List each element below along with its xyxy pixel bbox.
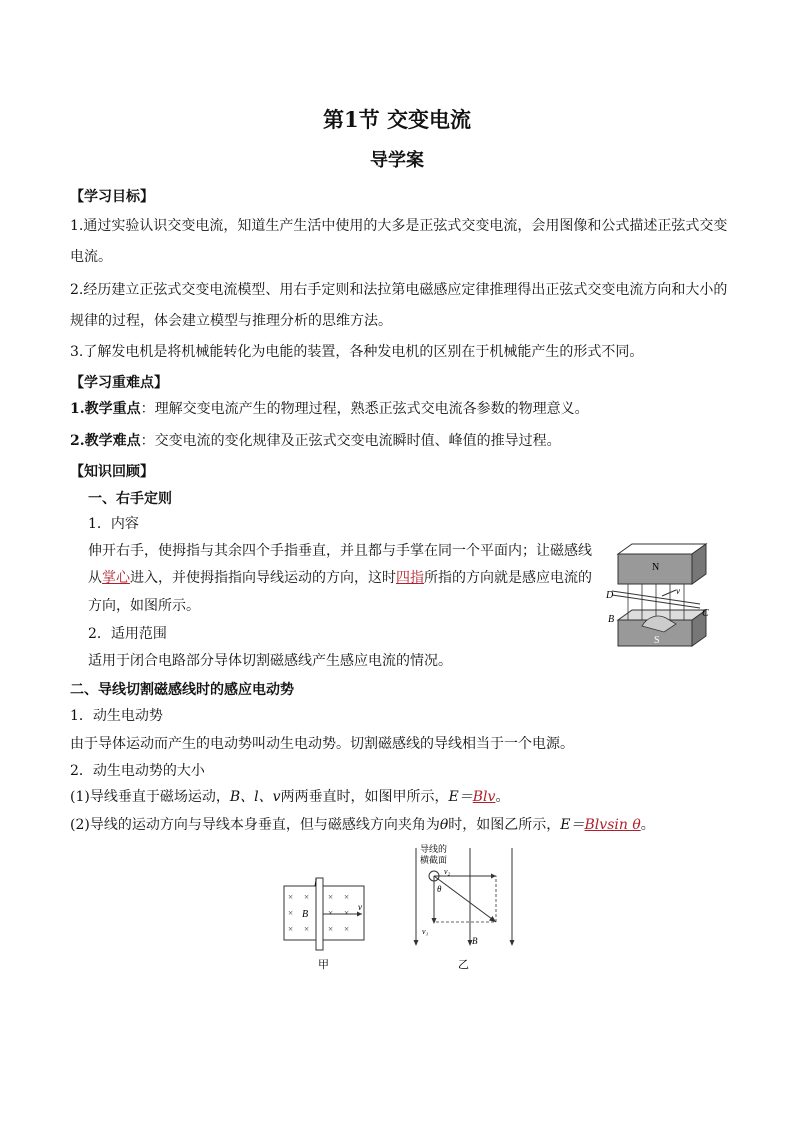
keypoint-2-text: ：交变电流的变化规律及正弦式交变电流瞬时值、峰值的推导过程。 <box>140 433 561 449</box>
emf-line-1-vars: B、l、v <box>229 789 281 805</box>
page-title: 第1节 交变电流 <box>323 107 471 132</box>
rule-heading: 一、右手定则 <box>88 491 172 507</box>
keypoint-2-label: 2.教学难点 <box>70 433 141 449</box>
yi-label-line2: 横截面 <box>420 855 448 865</box>
jia-cross: × <box>304 892 310 902</box>
section-goals: 【学习目标】 <box>70 189 154 205</box>
rule-para-4: 适用于闭合电路部分导体切割磁感线产生感应电流的情况。 <box>88 653 452 669</box>
answer-four-fingers: 四指 <box>396 570 424 586</box>
label-b: B <box>608 614 615 625</box>
jia-cross: × <box>344 924 350 934</box>
emf-line-2-end: 。 <box>640 817 655 833</box>
goal-2-line1: 2.经历建立正弦式交变电流模型、用右手定则和法拉第电磁感应定律推理得出正弦式交变电流方向和大小的 <box>70 282 728 298</box>
emf-line-1-eq: E＝ <box>448 789 473 805</box>
jia-caption: 甲 <box>318 959 329 971</box>
jia-label-v: v <box>358 902 362 912</box>
rule-sub2: 2．适用范围 <box>88 626 167 642</box>
rule-para-2b: 进入，并使拇指指向导线运动的方向，这时 <box>130 570 396 586</box>
figure-jia <box>278 876 374 972</box>
keypoint-1-label: 1.教学重点 <box>70 401 141 417</box>
yi-label-theta: θ <box>437 884 442 894</box>
figure-yi <box>404 842 522 972</box>
yi-label-b: B <box>472 936 478 946</box>
page-subtitle: 导学案 <box>370 150 424 171</box>
emf-para-1: 由于导体运动而产生的电动势叫动生电动势。切割磁感线的导线相当于一个电源。 <box>70 736 574 752</box>
right-hand-rule-figure <box>602 540 714 662</box>
goal-3: 3.了解发电机是将机械能转化为电能的装置，各种发电机的区别在于机械能产生的形式不同。 <box>70 344 644 360</box>
yi-label-v2: v₂ <box>444 867 451 876</box>
yi-label-v1: v₁ <box>422 927 429 936</box>
label-n: N <box>652 562 660 573</box>
emf-line-1 <box>70 787 509 807</box>
jia-cross: × <box>328 908 334 918</box>
section-review: 【知识回顾】 <box>70 464 154 480</box>
emf-line-2b: 时，如图乙所示， <box>448 817 561 833</box>
jia-cross: × <box>328 892 334 902</box>
jia-label-b: B <box>302 909 309 920</box>
label-v: v <box>676 586 680 596</box>
answer-palm: 掌心 <box>102 570 130 586</box>
jia-cross: × <box>288 908 294 918</box>
keypoint-1-text: ：理解交变电流产生的物理过程，熟悉正弦式交电流各参数的物理意义。 <box>140 401 589 417</box>
emf-line-2 <box>70 815 655 835</box>
section-keypoints: 【学习重难点】 <box>70 375 168 391</box>
emf-line-1a: (1)导线垂直于磁场运动， <box>70 789 230 805</box>
keypoint-2 <box>70 431 561 451</box>
yi-caption: 乙 <box>458 959 469 971</box>
jia-cross: × <box>328 924 334 934</box>
rule-sub1: 1．内容 <box>88 516 139 532</box>
jia-cross: × <box>304 924 310 934</box>
rule-para-2 <box>88 568 592 588</box>
emf-sub2: 2．动生电动势的大小 <box>70 763 205 779</box>
rule-para-1: 伸开右手，使拇指与其余四个手指垂直，并且都与手掌在同一个平面内；让磁感线 <box>88 543 592 559</box>
answer-blv: Blv <box>472 789 496 805</box>
emf-line-2-eq: E＝ <box>560 817 585 833</box>
jia-label-l: l <box>314 878 317 889</box>
yi-label-line1: 导线的 <box>420 844 448 854</box>
emf-line-1-end: 。 <box>495 789 510 805</box>
jia-cross: × <box>344 908 350 918</box>
label-c: C <box>702 608 709 619</box>
goal-2-line2: 规律的过程，体会建立模型与推理分析的思维方法。 <box>70 313 392 329</box>
goal-1-line1: 1.通过实验认识交变电流，知道生产生活中使用的大多是正弦式交变电流，会用图像和公式描述正弦式交变 <box>70 218 728 234</box>
jia-cross: × <box>288 892 294 902</box>
emf-line-2a: (2)导线的运动方向与导线本身垂直，但与磁感线方向夹角为 <box>70 817 440 833</box>
emf-line-2-theta: θ <box>439 817 449 833</box>
rule-para-3: 方向，如图所示。 <box>88 598 200 614</box>
goal-1-line2: 电流。 <box>70 249 112 265</box>
keypoint-1 <box>70 399 589 419</box>
emf-heading: 二、导线切割磁感线时的感应电动势 <box>70 682 294 698</box>
emf-sub1: 1．动生电动势 <box>70 708 163 724</box>
label-s: S <box>654 635 660 646</box>
rule-para-2a: 从 <box>88 570 102 586</box>
jia-cross: × <box>344 892 350 902</box>
emf-line-1b: 两两垂直时，如图甲所示， <box>280 789 449 805</box>
label-d: D <box>606 590 614 601</box>
jia-cross: × <box>288 924 294 934</box>
rule-para-2c: 所指的方向就是感应电流的 <box>424 570 592 586</box>
answer-blvsin: Blvsin θ <box>584 817 641 833</box>
